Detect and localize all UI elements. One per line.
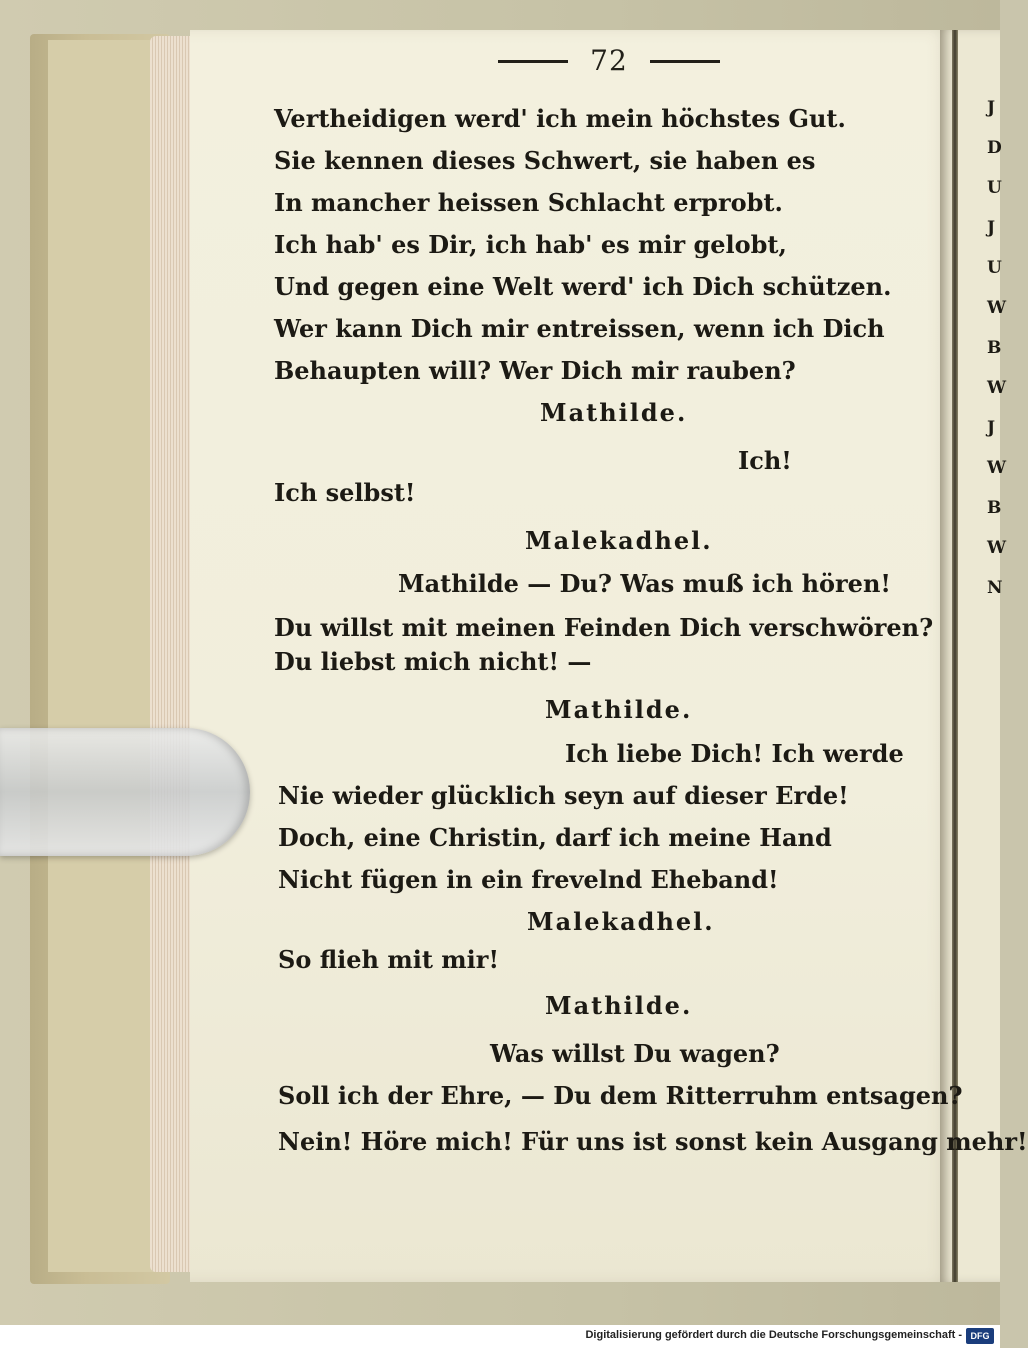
text-line: Soll ich der Ehre, — Du dem Ritterruhm entsagen? <box>278 1081 963 1110</box>
facing-page-letter: J <box>987 218 996 238</box>
text-line: Ich selbst! <box>274 478 416 507</box>
facing-page-letter: J <box>987 98 996 118</box>
facing-page-letter: N <box>987 578 1003 598</box>
facing-page-letter: W <box>987 538 1007 558</box>
speaker-name: Mathilde. <box>545 695 693 724</box>
facing-page-letter: D <box>987 138 1002 158</box>
speaker-name: Malekadhel. <box>527 907 715 936</box>
facing-page-letter: W <box>987 298 1007 318</box>
facing-page-letter: J <box>987 418 996 438</box>
text-line: Vertheidigen werd' ich mein höchstes Gut. <box>274 104 846 133</box>
text-line: Mathilde — Du? Was muß ich hören! <box>398 569 891 598</box>
header-rule-right <box>650 60 720 63</box>
text-line: Wer kann Dich mir entreissen, wenn ich Dich <box>274 314 885 343</box>
dfg-logo: DFG <box>966 1328 994 1344</box>
cover-inner-panel <box>48 40 160 1272</box>
text-line: So flieh mit mir! <box>278 945 499 974</box>
text-line: Behaupten will? Wer Dich mir rauben? <box>274 356 796 385</box>
speaker-name: Malekadhel. <box>525 526 713 555</box>
header-rule-left <box>498 60 568 63</box>
text-line: Sie kennen dieses Schwert, sie haben es <box>274 146 816 175</box>
dfg-credit-text: Digitalisierung gefördert durch die Deutsche Forschungsgemeinschaft - <box>585 1329 962 1341</box>
transparent-page-clip <box>0 728 250 856</box>
text-line: Doch, eine Christin, darf ich meine Hand <box>278 823 832 852</box>
text-line: In mancher heissen Schlacht erprobt. <box>274 188 783 217</box>
page-edges <box>150 36 192 1272</box>
facing-page-letter: U <box>987 178 1002 198</box>
speaker-name: Mathilde. <box>545 991 693 1020</box>
text-line: Nein! Höre mich! Für uns ist sonst kein Ausgang mehr! <box>278 1127 1028 1156</box>
text-line: Ich! <box>738 446 792 475</box>
facing-page-letter: B <box>987 338 1002 358</box>
facing-page-letter: W <box>987 458 1007 478</box>
facing-page-letter: W <box>987 378 1007 398</box>
text-line: Nicht fügen in ein frevelnd Eheband! <box>278 865 779 894</box>
text-line: Du liebst mich nicht! — <box>274 647 592 676</box>
speaker-name: Mathilde. <box>540 398 688 427</box>
text-line: Und gegen eine Welt werd' ich Dich schützen. <box>274 272 892 301</box>
facing-page-letter: B <box>987 498 1002 518</box>
facing-page-letter: U <box>987 258 1002 278</box>
text-line: Ich liebe Dich! Ich werde <box>565 739 904 768</box>
text-line: Nie wieder glücklich seyn auf dieser Erde! <box>278 781 849 810</box>
text-line: Was willst Du wagen? <box>490 1039 780 1068</box>
text-line: Ich hab' es Dir, ich hab' es mir gelobt, <box>274 230 787 259</box>
page-header <box>498 40 720 80</box>
footer-bar <box>0 1325 1000 1348</box>
text-line: Du willst mit meinen Feinden Dich verschwören? <box>274 613 934 642</box>
page-number: 72 <box>590 44 628 77</box>
